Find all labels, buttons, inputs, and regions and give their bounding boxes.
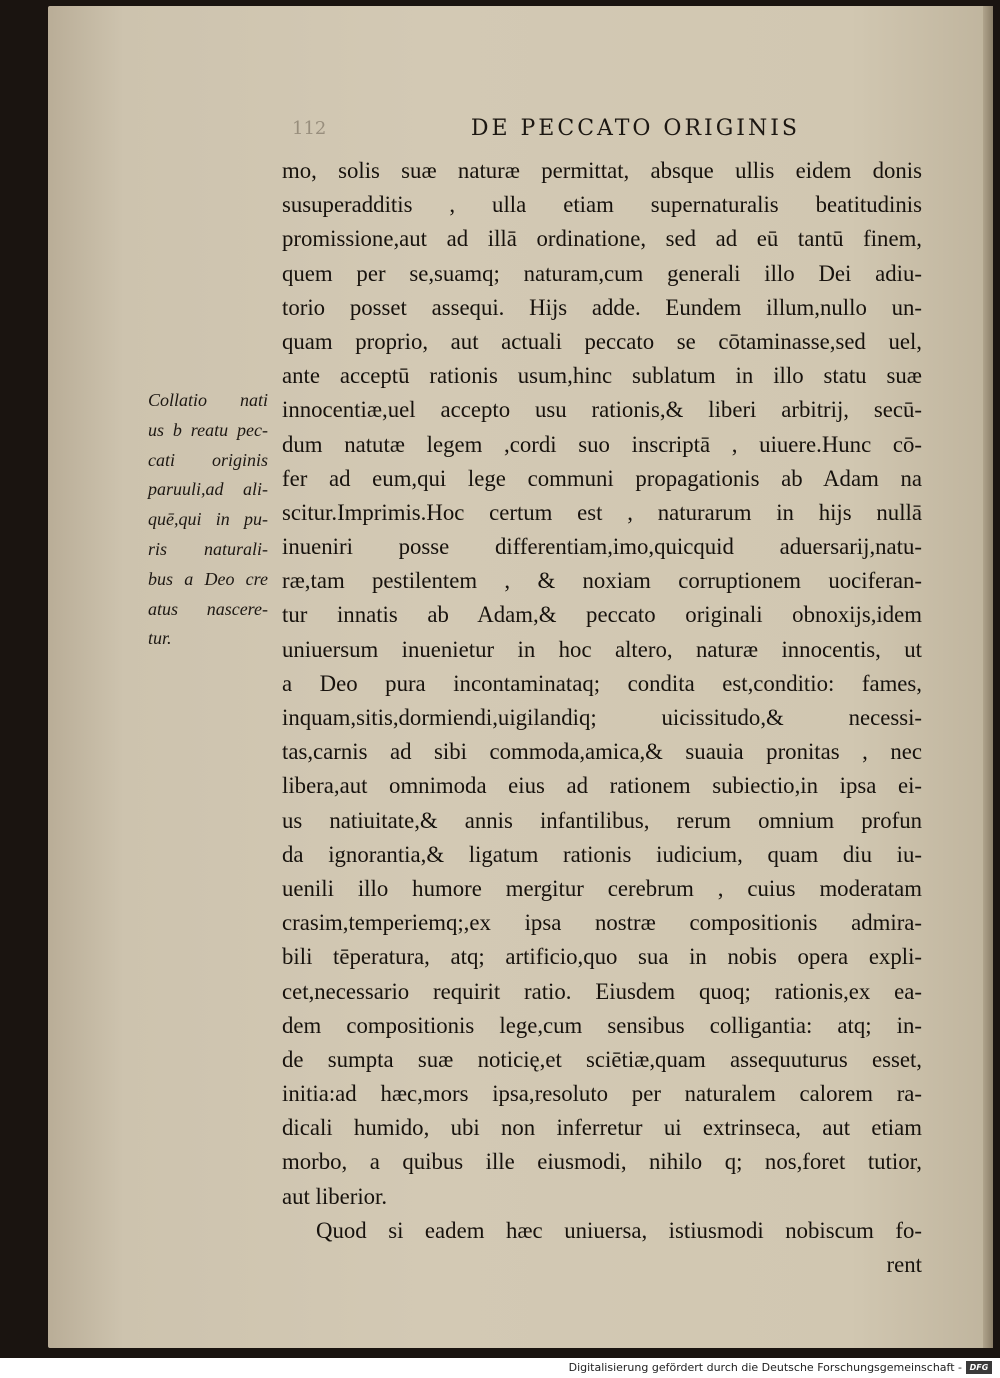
text-line: susuperadditis , ulla etiam supernaturalis beatitudinis [282, 192, 922, 218]
text-line: torio posset assequi. Hijs adde. Eundem illum,nullo un- [282, 294, 922, 320]
text-line: fer ad eum,qui lege communi propagationis ab Adam na [282, 465, 922, 491]
page-number: 112 [292, 118, 327, 139]
text-line: quem per se,suamq; naturam,cum generali illo Dei adiu- [282, 260, 922, 286]
body-text [282, 154, 922, 1282]
text-line: dum natutæ legem ,cordi suo inscriptā , uiuere.Hunc cō- [282, 431, 922, 457]
text-line: uniuersum inuenietur in hoc altero, naturæ innocentis, ut [282, 636, 922, 662]
text-line: crasim,temperiemq;,ex ipsa nostræ compositionis admira- [282, 910, 922, 936]
text-line: inquam,sitis,dormiendi,uigilandiq; uicissitudo,& necessi- [282, 705, 922, 730]
text-line: uenili illo humore mergitur cerebrum , cuius moderatam [282, 875, 922, 901]
text-line: libera,aut omnimoda eius ad rationem subiectio,in ipsa ei- [282, 773, 922, 799]
text-line: aut liberior. [282, 1183, 388, 1209]
dfg-logo-icon: DFG [966, 1361, 992, 1374]
text-line: da ignorantia,& ligatum rationis iudicium, quam diu iu- [282, 841, 922, 867]
marginal-line: cati originis [148, 449, 268, 470]
text-line: cet,necessario requirit ratio. Eiusdem quoq; rationis,ex ea- [282, 978, 922, 1004]
text-line: ræ,tam pestilentem , & noxiam corruptionem uociferan- [282, 568, 922, 594]
running-head: DE PECCATO ORIGINIS [470, 116, 800, 141]
text-line: tas,carnis ad sibi commoda,amica,& suauia pronitas , nec [282, 739, 922, 765]
text-line: ante acceptū rationis usum,hinc sublatum in illo statu suæ [282, 363, 922, 389]
text-line: tur innatis ab Adam,& peccato originali obnoxijs,idem [282, 602, 922, 628]
text-line: initia:ad hæc,mors ipsa,resoluto per naturalem calorem ra- [282, 1081, 922, 1107]
text-line: a Deo pura incontaminataq; condita est,conditio: fames, [282, 670, 922, 696]
text-line: us natiuitate,& annis infantilibus, rerum omnium profun [282, 807, 922, 833]
text-line: dicali humido, ubi non inferretur ui extrinseca, aut etiam [282, 1115, 922, 1141]
marginal-line: us b reatu pec- [148, 419, 268, 440]
marginal-note [148, 386, 268, 654]
marginal-line: ris naturali- [148, 538, 268, 559]
marginal-line: quē,qui in pu- [148, 509, 268, 530]
page-edge [983, 6, 993, 1348]
marginal-line: bus a Deo cre [148, 568, 268, 589]
marginal-line: paruuli,ad ali- [148, 479, 268, 500]
marginal-line: atus nascere- [148, 598, 268, 619]
text-line: de sumpta suæ noticię,et sciētiæ,quam assequuturus esset, [282, 1046, 922, 1072]
text-line: mo, solis suæ naturæ permittat, absque ullis eidem donis [282, 158, 922, 183]
text-line: innocentiæ,uel accepto usu rationis,& liberi arbitrij, secū- [282, 397, 922, 423]
paragraph-start-line: Quod si eadem hæc uniuersa, istiusmodi nobiscum fo- [316, 1217, 922, 1243]
marginal-line: Collatio nati [148, 390, 268, 410]
text-line: scitur.Imprimis.Hoc certum est , naturarum in hijs nullā [282, 499, 922, 525]
marginal-line: tur. [148, 628, 172, 649]
catchword: rent [886, 1252, 922, 1277]
funding-credit: Digitalisierung gefördert durch die Deutsche Forschungsgemeinschaft - [568, 1361, 962, 1374]
text-line: promissione,aut ad illā ordinatione, sed ad eū tantū finem, [282, 226, 922, 252]
text-line: inueniri posse differentiam,imo,quicquid aduersarij,natu- [282, 534, 922, 560]
text-line: quam proprio, aut actuali peccato se cōtaminasse,sed uel, [282, 328, 922, 354]
text-line: dem compositionis lege,cum sensibus colligantia: atq; in- [282, 1012, 922, 1038]
text-line: bili tēperatura, atq; artificio,quo sua in nobis opera expli- [282, 944, 922, 970]
text-line: morbo, a quibus ille eiusmodi, nihilo q; nos,foret tutior, [282, 1149, 922, 1175]
